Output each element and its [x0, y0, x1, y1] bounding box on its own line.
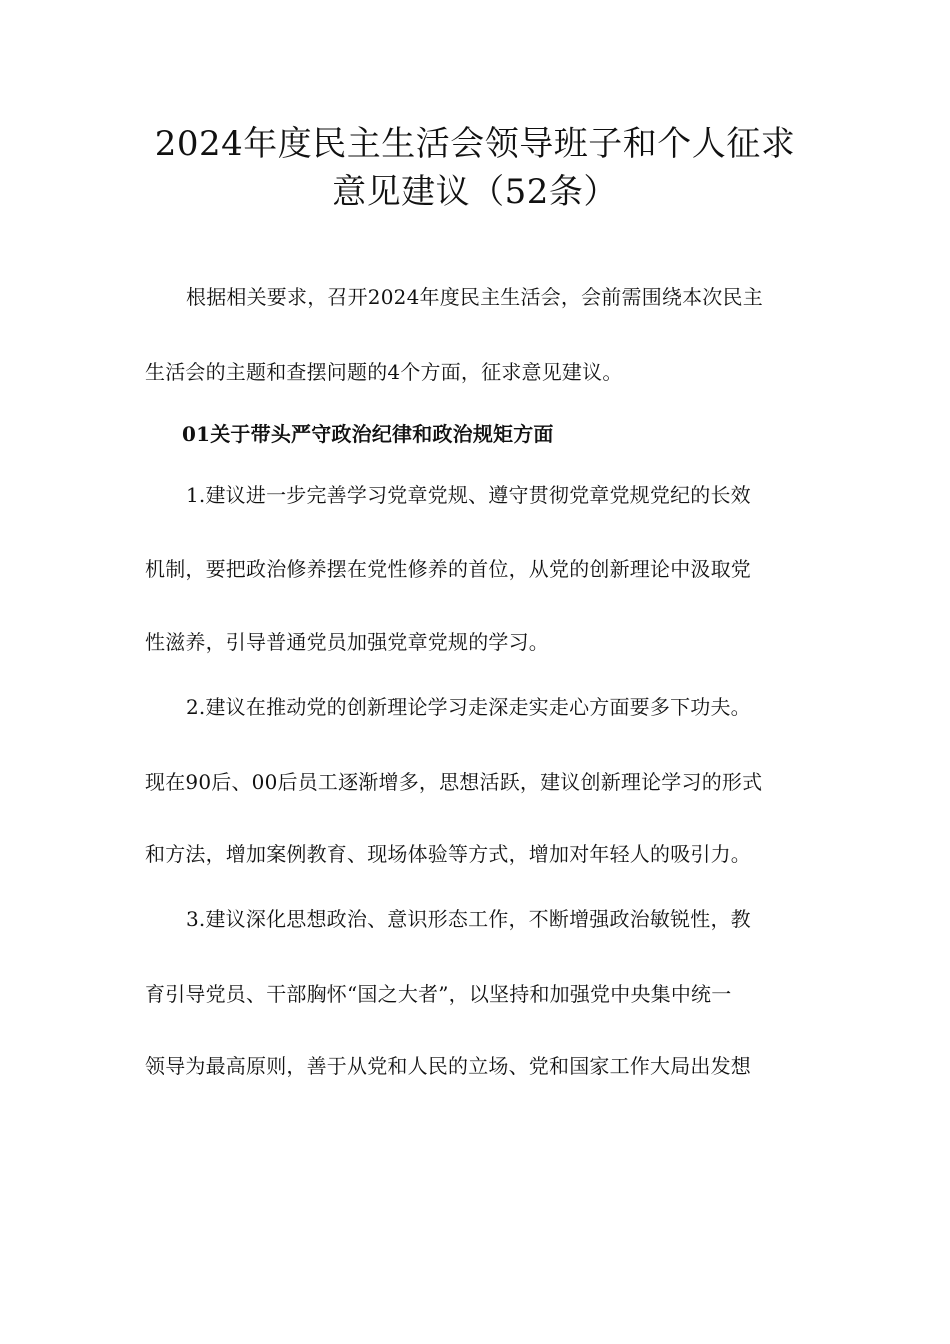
intro-line-2: 生活会的主题和查摆问题的4个方面，征求意见建议。	[145, 360, 623, 384]
item-3-line-1: 3.建议深化思想政治、意识形态工作，不断增强政治敏锐性，教	[186, 907, 751, 931]
item-3-line-3: 领导为最高原则，善于从党和人民的立场、党和国家工作大局出发想	[145, 1054, 751, 1078]
section-heading: 01关于带头严守政治纪律和政治规矩方面	[182, 422, 554, 446]
document-title-line-2: 意见建议（52条）	[332, 172, 618, 212]
item-1-line-3: 性滋养，引导普通党员加强党章党规的学习。	[145, 630, 549, 654]
item-1-line-2: 机制，要把政治修养摆在党性修养的首位，从党的创新理论中汲取党	[145, 557, 751, 581]
intro-line-1: 根据相关要求，召开2024年度民主生活会，会前需围绕本次民主	[186, 285, 763, 309]
item-2-line-2: 现在90后、00后员工逐渐增多，思想活跃，建议创新理论学习的形式	[145, 770, 763, 794]
item-1-line-1: 1.建议进一步完善学习党章党规、遵守贯彻党章党规党纪的长效	[186, 483, 751, 507]
document-title-line-1: 2024年度民主生活会领导班子和个人征求	[154, 124, 796, 164]
item-3-line-2: 育引导党员、干部胸怀“国之大者”，以坚持和加强党中央集中统一	[145, 982, 732, 1006]
item-2-line-3: 和方法，增加案例教育、现场体验等方式，增加对年轻人的吸引力。	[145, 842, 751, 866]
item-2-line-1: 2.建议在推动党的创新理论学习走深走实走心方面要多下功夫。	[186, 695, 751, 719]
